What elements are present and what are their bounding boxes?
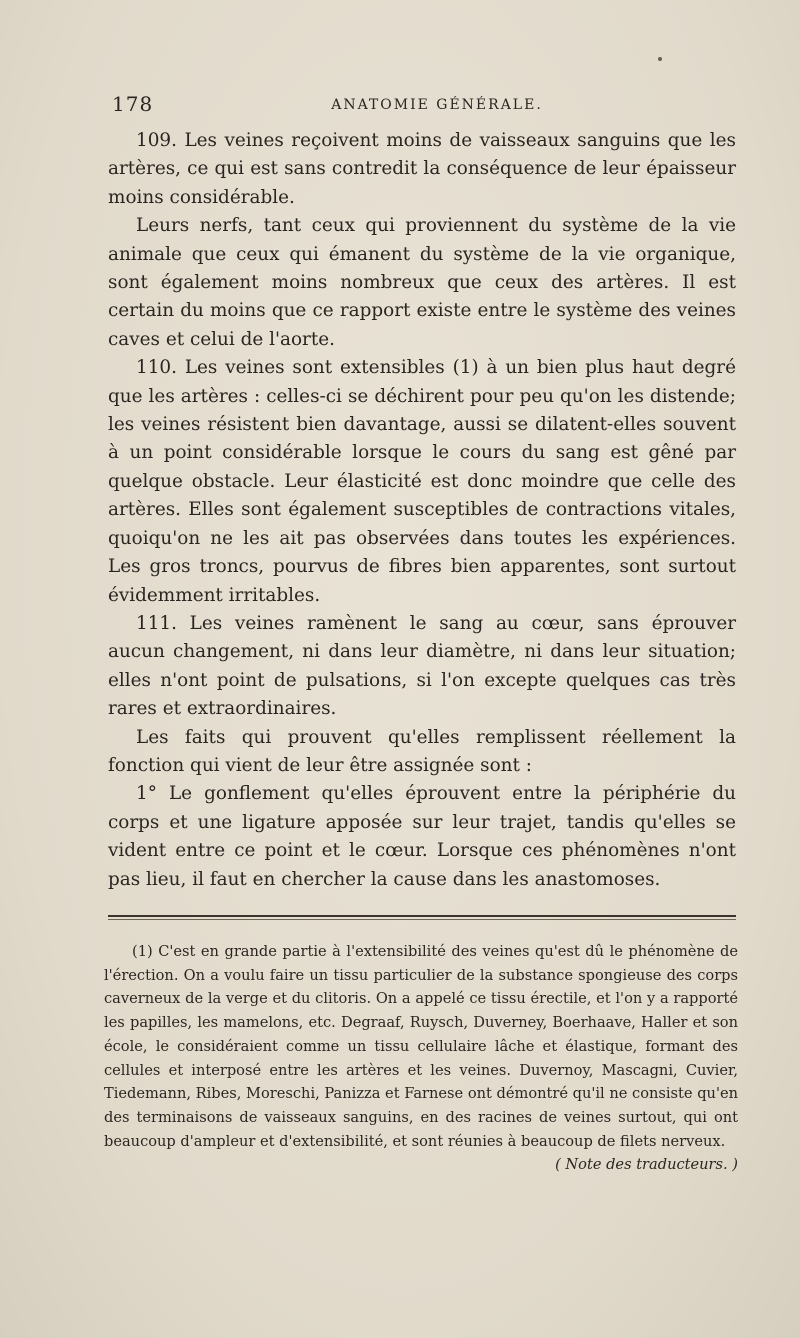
footnote bbox=[104, 940, 738, 1177]
paragraph-nerves: Leurs nerfs, tant ceux qui proviennent du système de la vie animale que ceux qui émanent du système de la vie organique, sont également moins nombreux que ceux des artères. Il est certain du moins que ce rapport existe entre le système des veines caves et celui de l'aorte. bbox=[108, 215, 736, 350]
footnote-rule bbox=[108, 915, 736, 917]
paper-spot bbox=[658, 57, 662, 61]
footnote-text: (1) C'est en grande partie à l'extensibilité des veines qu'est dû le phénomène de l'érection. On a voulu faire un tissu particulier de la substance spongieuse des corps caverneux de la verge et du clitoris. On a appelé ce tissu érectile, et l'on y a rapporté les papilles, les mamelons, etc. Degraaf, Ruysch, Duverney, Boerhaave, Haller et son école, le considéraient comme un tissu cellulaire lâche et élastique, formant des cellules et interposé entre les artères et les veines. Duvernoy, Mascagni, Cuvier, Tiedemann, Ribes, Moreschi, Panizza et Farnese ont démontré qu'il ne consiste qu'en des terminaisons de vaisseaux sanguins, en des racines de veines surtout, qui ont beaucoup d'ampleur et d'extensibilité, et sont réunies à beaucoup de filets nerveux. bbox=[104, 943, 738, 1150]
main-text bbox=[108, 127, 736, 894]
paragraph-point-1: 1° Le gonflement qu'elles éprouvent entre la périphérie du corps et une ligature apposée sur leur trajet, tandis qu'elles se vident entre ce point et le cœur. Lorsque ces phénomènes n'ont pas lieu, il faut en chercher la cause dans les anastomoses. bbox=[108, 783, 736, 890]
paragraph-facts: Les faits qui prouvent qu'elles remplissent réellement la fonction qui vient de leur être assignée sont : bbox=[108, 726, 736, 776]
footnote-credit: ( Note des traducteurs. ) bbox=[555, 1156, 738, 1174]
page-number: 178 bbox=[112, 92, 154, 116]
paragraph-111: 111. Les veines ramènent le sang au cœur, sans éprouver aucun changement, ni dans leur diamètre, ni dans leur situation; elles n'ont point de pulsations, si l'on excepte quelques cas très rares et extraordinaires. bbox=[108, 612, 736, 720]
paragraph-110: 110. Les veines sont extensibles (1) à un bien plus haut degré que les artères : celles-ci se déchirent pour peu qu'on les distende; les veines résistent bien davantage, aussi se dilatent-elles souvent à un point considérable lorsque le cours du sang est gêné par quelque obstacle. Leur élasticité est donc moindre que celle des artères. Elles sont également susceptibles de contractions vitales, quoiqu'on ne les ait pas observées dans toutes les expériences. Les gros troncs, pourvus de fibres bien apparentes, sont surtout évidemment irritables. bbox=[108, 357, 736, 606]
running-title: ANATOMIE GÉNÉRALE. bbox=[331, 97, 543, 113]
page-header bbox=[112, 92, 742, 122]
paragraph-109: 109. Les veines reçoivent moins de vaisseaux sanguins que les artères, ce qui est sans contredit la conséquence de leur épaisseur moins considérable. bbox=[108, 130, 736, 208]
footnote-rule-thin bbox=[108, 919, 736, 920]
